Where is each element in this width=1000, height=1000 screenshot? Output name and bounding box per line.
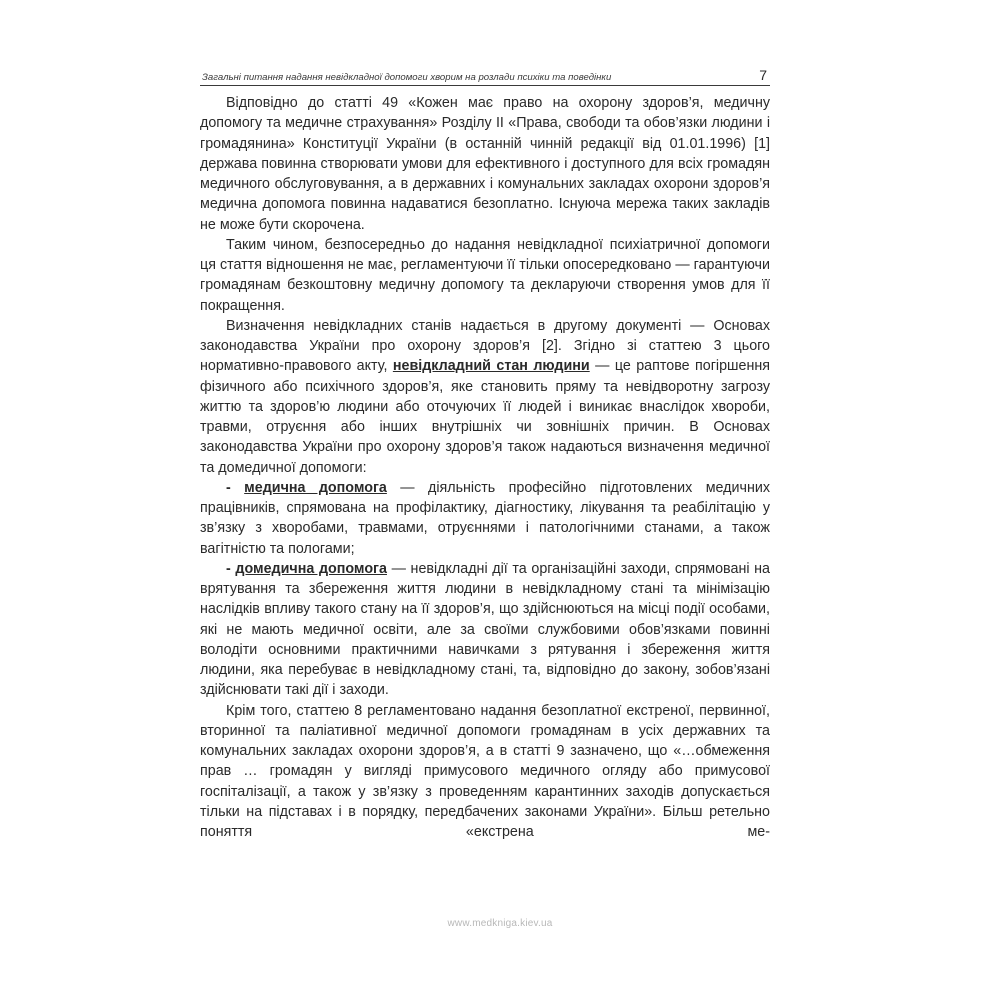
paragraph-emergency-state-definition [200,316,770,478]
term-first-aid: домедична допомога [235,560,387,577]
running-header [200,66,770,86]
paragraph-text: — це раптове погіршення фізичного або психічного здоров’я, яке становить пряму та невідворотну загрозу життю та здоров’ю людини або оточуючих її людей і виникає внаслідок хвороби, травми, отруєння або інших внутрішніх чи зовнішніх причин. В Основах законодавства України про охорону здоров’я також надаються визначення медичної та домедичної допомоги: [200,358,771,476]
paragraph-text: — діяльність професійно підготовлених медичних працівників, спрямована на профілактику, діагностику, лікування та реабілітацію у зв’язку з хворобами, травмами, отруєннями і патологічними станами, а також вагітністю та пологами; [200,479,770,557]
paragraph-constitution-article-49: Відповідно до статті 49 «Кожен має право на охорону здоров’я, медичну допомогу та медичне страхування» Розділу ІІ «Права, свободи та обов’язки людини і громадянина» Конституції України (в останній чинній редакції від 01.01.1996) [1] держава повинна створювати умови для ефективного і доступного для всіх громадян медичного обслуговування, а в державних і комунальних закладах охорони здоров’я медична допомога повинна надаватися безоплатно. Існуюча мережа таких закладів не може бути скорочена. [200,95,770,233]
list-item-first-aid [200,559,770,701]
list-item-medical-care [200,478,770,559]
running-header-title: Загальні питання надання невідкладної допомоги хворим на розлади психіки та поведінки [202,72,612,83]
publisher-watermark: www.medkniga.kiev.ua [447,918,553,929]
list-dash: - [226,479,245,496]
term-emergency-state: невідкладний стан людини [392,358,590,375]
page-number: 7 [759,67,767,83]
term-medical-care: медична допомога [244,479,387,496]
paragraph-indirect-regulation: Таким чином, безпосередньо до надання невідкладної психіатричної допомоги ця стаття відношення не має, регламентуючи її тільки опосередковано — гарантуючи громадянам безкоштовну медичну допомогу та декларуючи створення умов для її покращення. [200,236,770,314]
paragraph-text: — невідкладні дії та організаційні заходи, спрямовані на врятування та збереження життя людини в невідкладному стані та мінімізацію наслідків впливу такого стану на її здоров’я, що здійснюються на місці події особами, які не мають медичної освіти, але за своїми службовими обов’язками повинні володіти основними практичними навичками з рятування і збереження життя людини, яка перебуває в невідкладному стані, та, відповідно до закону, зобов’язані здійснювати такі дії і заходи. [200,560,770,699]
body-text [200,93,770,842]
paragraph-article-8-9: Крім того, статтею 8 регламентовано надання безоплатної екстреної, первинної, вторинної та паліативної медичної допомоги громадянам в усіх державних та комунальних закладах охорони здоров’я, а в статті 9 зазначено, що «…обмеження прав … громадян у вигляді примусового медичного огляду або примусової госпіталізації, а також у зв’язку з проведенням карантинних заходів допускається тільки на підставах і в порядку, передбачених законами України». Більш ретельно поняття «екстрена ме- [200,702,770,840]
paragraph-text: Визначення невідкладних станів надається в другому документі — Основах законодавства України про охорону здоров’я [2]. Згідно зі статтею 3 цього нормативно-правового акту, [200,317,770,375]
list-dash: - [226,560,236,577]
